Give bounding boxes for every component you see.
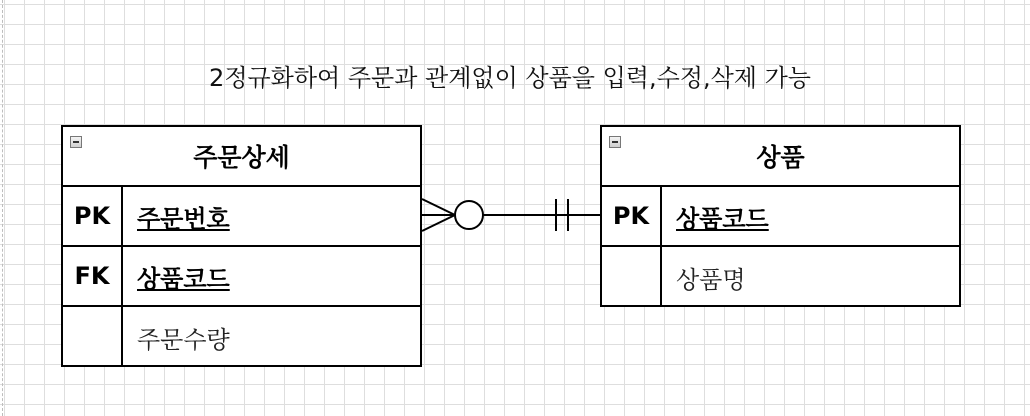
attribute-key: PK xyxy=(602,187,662,245)
attribute-name: 주문번호 xyxy=(137,204,230,233)
attribute-name: 주문수량 xyxy=(137,325,230,354)
attribute-key: FK xyxy=(63,247,123,305)
optional-circle xyxy=(455,201,483,229)
attribute-name: 상품명 xyxy=(676,265,746,294)
entity-product-name: 상품 xyxy=(756,143,805,172)
crows-foot-upper xyxy=(422,199,455,215)
attribute-name: 상품코드 xyxy=(137,264,230,293)
crows-foot-lower xyxy=(422,215,455,231)
attribute-key: PK xyxy=(63,187,123,245)
diagram-title: 2정규화하여 주문과 관계없이 상품을 입력,수정,삭제 가능 xyxy=(209,64,811,92)
attribute-name: 상품코드 xyxy=(676,204,769,233)
entity-order-detail-name: 주문상세 xyxy=(193,143,290,172)
